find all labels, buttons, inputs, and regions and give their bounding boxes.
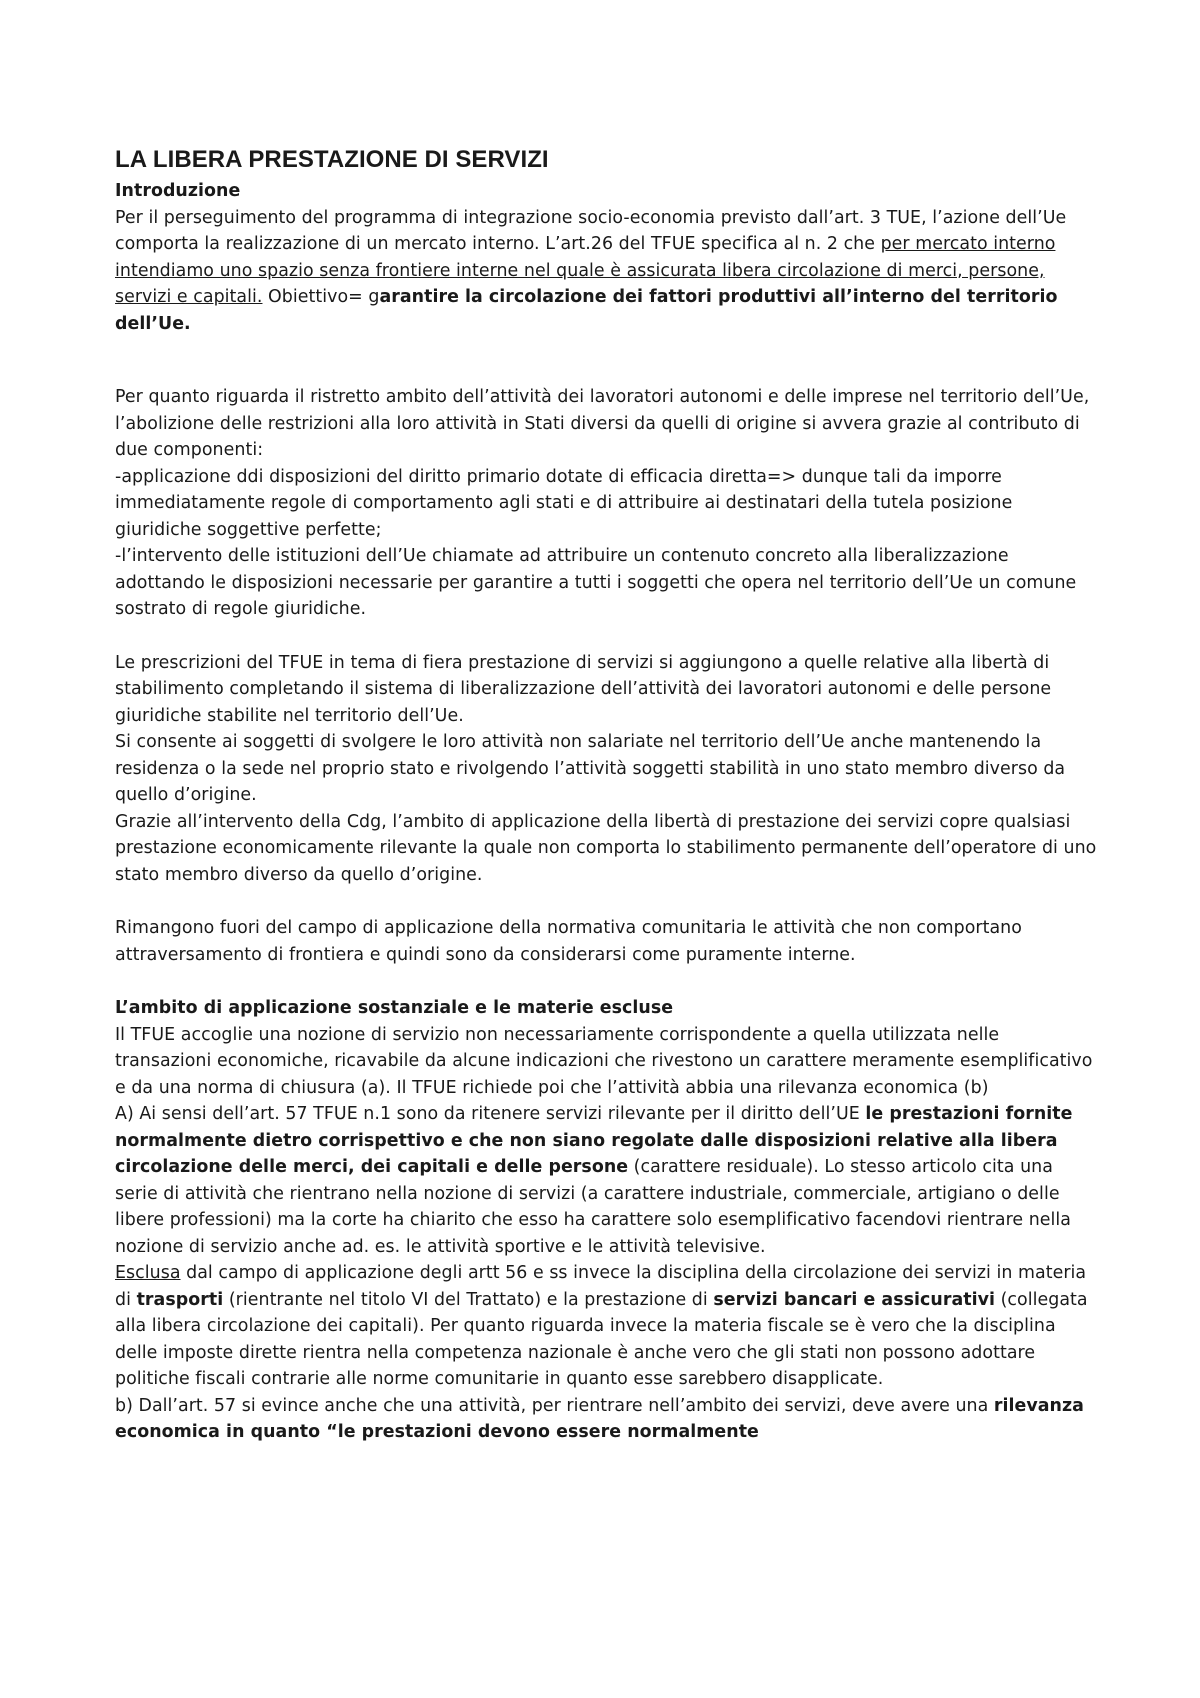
text-run: (carattere residuale). Lo stesso articolo cita una serie di attività che rientrano nella nozione di servizi (a carattere industriale, commerciale, artigiano o delle libere professioni) ma la corte ha chiarito che esso ha carattere solo esemplificativo facendovi rientrare nella nozione di servizio anche ad. es. le attività sportive e le attività televisive. (115, 1157, 1072, 1257)
bold-text: servizi bancari e assicurativi (713, 1289, 996, 1310)
paragraph-components: Per quanto riguarda il ristretto ambito dell’attività dei lavoratori autonomi e delle imprese nel territorio dell’Ue, l’abolizione delle restrizioni alla loro attività in Stati diversi da quelli di origine si avvera grazie al contributo di due componenti: (115, 387, 1090, 460)
text-run: b) Dall’art. 57 si evince anche che una attività, per rientrare nell’ambito dei servizi, deve avere una (115, 1395, 994, 1416)
bold-text: le prestazioni fornite normalmente dietro corrispettivo e che non siano regolate dalle disposizioni relative alla libera circolazione delle merci, dei capitali e delle persone (115, 1104, 1073, 1177)
paragraph-esclusa (115, 1260, 1100, 1393)
text-run: dal campo di applicazione degli artt 56 e ss invece la disciplina della circolazione dei servizi in materia di (115, 1263, 1087, 1310)
list-item-1: -applicazione ddi disposizioni del diritto primario dotate di efficacia diretta=> dunque tali da imporre immediatamente regole di comportamento agli stati e di attribuire ai destinatari della tutela posizione giuridiche soggettive perfette; (115, 466, 1013, 540)
underlined-text: Esclusa (115, 1263, 181, 1283)
text-run: A) Ai sensi dell’art. 57 TFUE n.1 sono da ritenere servizi rilevante per il diritto dell’UE (115, 1104, 866, 1124)
paragraph-soggetti: Si consente ai soggetti di svolgere le loro attività non salariate nel territorio dell’Ue anche mantenendo la residenza o la sede nel proprio stato e rivolgendo l’attività soggetti stabilità in uno stato membro diverso da quello d’origine. (115, 732, 1066, 805)
list-item-2: -l’intervento delle istituzioni dell’Ue chiamate ad attribuire un contenuto concreto alla liberalizzazione adottando le disposizioni necessarie per garantire a tutti i soggetti che opera nel territorio dell’Ue un comune sostrato di regole giuridiche. (115, 546, 1077, 619)
spacer (115, 968, 1100, 995)
bold-text: rilevanza economica in quanto “le prestazioni devono essere normalmente (115, 1395, 1084, 1442)
paragraph-prescrizioni: Le prescrizioni del TFUE in tema di fiera prestazione di servizi si aggiungono a quelle relative alla libertà di stabilimento completando il sistema di liberalizzazione dell’attività dei lavoratori autonomi e delle persone giuridiche stabilite nel territorio dell’Ue. (115, 652, 1052, 726)
text-run: Obiettivo= g (262, 287, 380, 307)
paragraph-cdg: Grazie all’intervento della Cdg, l’ambito di applicazione della libertà di prestazione dei servizi copre qualsiasi prestazione economicamente rilevante la quale non comporta lo stabilimento permanente dell’operatore di uno stato membro diverso da quello d’origine. (115, 811, 1097, 885)
paragraph-intro (115, 205, 1100, 338)
document-page (115, 142, 1100, 1446)
text-run: (rientrante nel titolo VI del Trattato) e la prestazione di (223, 1289, 714, 1310)
bold-text: trasporti (136, 1289, 224, 1310)
spacer (115, 888, 1100, 915)
spacer (115, 337, 1100, 384)
section-heading-ambito: L’ambito di applicazione sostanziale e le materie escluse (115, 998, 674, 1018)
document-title: LA LIBERA PRESTAZIONE DI SERVIZI (115, 146, 549, 173)
paragraph-nozione-servizio: Il TFUE accoglie una nozione di servizio non necessariamente corrispondente a quella utilizzata nelle transazioni economiche, ricavabile da alcune indicazioni che rivestono un carattere meramente esemplificativo e da una norma di chiusura (a). Il TFUE richiede poi che l’attività abbia una rilevanza economica (b) (115, 1024, 1093, 1098)
underlined-text: per mercato interno intendiamo uno spazio senza frontiere interne nel quale è assicurata libera circolazione di merci, persone, servizi e capitali. (115, 234, 1056, 307)
spacer (115, 623, 1100, 650)
paragraph-point-a (115, 1101, 1100, 1260)
bold-text: arantire la circolazione dei fattori produttivi all’interno del territorio dell’Ue. (115, 287, 1058, 334)
paragraph-rimangono: Rimangono fuori del campo di applicazione della normativa comunitaria le attività che non comportano attraversamento di frontiera e quindi sono da considerarsi come puramente interne. (115, 918, 1022, 965)
paragraph-point-b (115, 1393, 1100, 1446)
text-run: (collegata alla libera circolazione dei capitali). Per quanto riguarda invece la materia fiscale se è vero che la disciplina delle imposte dirette rientra nella competenza nazionale è anche vero che gli stati non possono adottare politiche fiscali contrarie alle norme comunitarie in quanto esse sarebbero disapplicate. (115, 1289, 1088, 1389)
text-run: Per il perseguimento del programma di integrazione socio-economia previsto dall’art. 3 TUE, l’azione dell’Ue comporta la realizzazione di un mercato interno. L’art.26 del TFUE specifica al n. 2 che (115, 207, 1067, 254)
section-heading-introduzione: Introduzione (115, 181, 241, 201)
